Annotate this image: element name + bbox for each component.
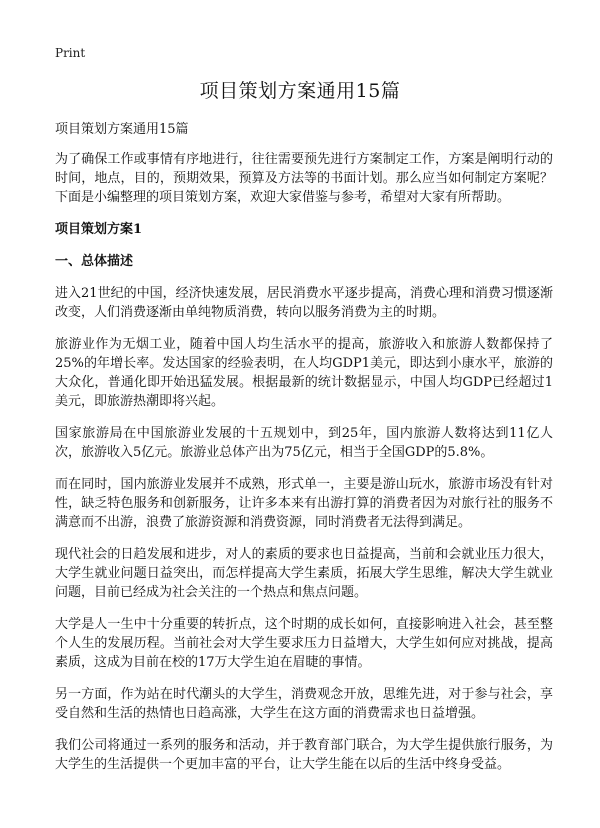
- section-title: 项目策划方案1: [55, 222, 143, 237]
- body-paragraph: 而在同时，国内旅游业发展并不成熟，形式单一，主要是游山玩水，旅游市场没有针对性，缺乏特色服务和创新服务，让许多本来有出游打算的消费者因为对旅行社的服务不满意而不出游，浪费了旅游资源和消费资源，同时消费者无法得到满足。: [55, 477, 553, 530]
- page-title: 项目策划方案通用15篇: [199, 80, 401, 102]
- body-paragraph: 国家旅游局在中国旅游业发展的十五规划中，到25年，国内旅游人数将达到11亿人次，旅游收入5亿元。旅游业总体产出为75亿元，相当于全国GDP的5.8%。: [55, 426, 553, 460]
- body-paragraph: 另一方面，作为站在时代潮头的大学生，消费观念开放，思维先进，对于参与社会，享受自然和生活的热情也日趋高涨，大学生在这方面的消费需求也日益增强。: [55, 687, 553, 721]
- body-paragraph: 现代社会的日趋发展和进步，对人的素质的要求也日益提高，当前和会就业压力很大，大学生就业问题日益突出，而怎样提高大学生素质，拓展大学生思维，解决大学生就业问题，目前已经成为社会关注的一个热点和焦点问题。: [55, 547, 553, 600]
- body-paragraph: 大学是人一生中十分重要的转折点，这个时期的成长如何，直接影响进入社会，甚至整个人生的发展历程。当前社会对大学生要求压力日益增大，大学生如何应对挑战，提高素质，这成为目前在校的17万大学生迫在眉睫的事情。: [55, 617, 553, 670]
- body-paragraph: 旅游业作为无烟工业，随着中国人均生活水平的提高，旅游收入和旅游人数都保持了25%的年增长率。发达国家的经验表明，在人均GDP1美元，即达到小康水平，旅游的大众化，普通化即开始迅猛发展。根据最新的统计数据显示，中国人均GDP已经超过1美元，即旅游热潮即将兴起。: [55, 337, 553, 409]
- section-heading: 一、总体描述: [55, 254, 134, 269]
- intro-paragraph: 为了确保工作或事情有序地进行，往往需要预先进行方案制定工作，方案是阐明行动的时间，地点，目的，预期效果，预算及方法等的书面计划。那么应当如何制定方案呢？下面是小编整理的项目策划方案，欢迎大家借鉴与参考，希望对大家有所帮助。: [55, 152, 553, 205]
- print-link[interactable]: Print: [55, 46, 86, 60]
- document-body: [55, 120, 553, 787]
- document-subtitle: 项目策划方案通用15篇: [55, 122, 189, 137]
- body-paragraph: 进入21世纪的中国，经济快速发展，居民消费水平逐步提高，消费心理和消费习惯逐渐改变，人们消费逐渐由单纯物质消费，转向以服务消费为主的时期。: [55, 286, 553, 320]
- body-paragraph: 我们公司将通过一系列的服务和活动，并于教育部门联合，为大学生提供旅行服务，为大学生的生活提供一个更加丰富的平台，让大学生能在以后的生活中终身受益。: [55, 738, 553, 772]
